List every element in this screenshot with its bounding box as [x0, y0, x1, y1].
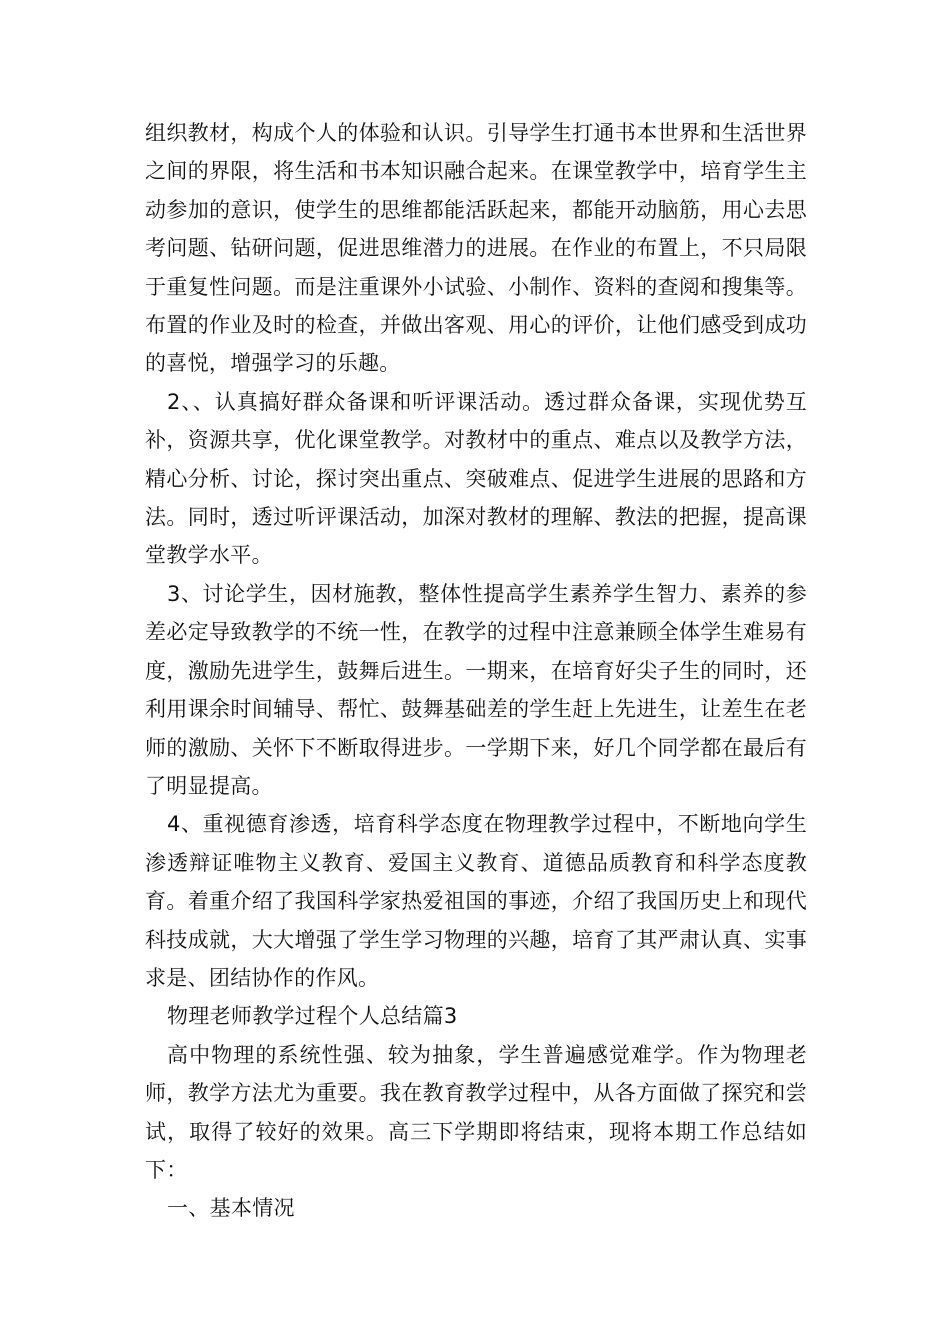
paragraph-item-4: 4、重视德育渗透，培育科学态度在物理教学过程中，不断地向学生渗透辩证唯物主义教育、爱国主义教育、道德品质教育和科学态度教育。着重介绍了我国科学家热爱祖国的事迹，介绍了我国历史上和现代科技成就，大大增强了学生学习物理的兴趣，培育了其严肃认真、实事求是、团结协作的作风。: [145, 812, 807, 990]
paragraph-item-2: 2、、认真搞好群众备课和听评课活动。透过群众备课，实现优势互补，资源共享，优化课堂教学。对教材中的重点、难点以及教学方法，精心分析、讨论，探讨突出重点、突破难点、促进学生进展的思路和方法。同时，透过听评课活动，加深对教材的理解、教法的把握，提高课堂教学水平。: [145, 389, 807, 568]
paragraph-intro: 高中物理的系统性强、较为抽象，学生普遍感觉难学。作为物理老师，教学方法尤为重要。我在教育教学过程中，从各方面做了探究和尝试，取得了较好的效果。高三下学期即将结束，现将本期工作总结如下：: [145, 1042, 807, 1182]
document-body: [145, 114, 807, 1228]
paragraph-continuation: 组织教材，构成个人的体验和认识。引导学生打通书本世界和生活世界之间的界限，将生活和书本知识融合起来。在课堂教学中，培育学生主动参加的意识，使学生的思维都能活跃起来，都能开动脑筋，用心去思考问题、钻研问题，促进思维潜力的进展。在作业的布置上，不只局限于重复性问题。而是注重课外小试验、小制作、资料的查阅和搜集等。布置的作业及时的检查，并做出客观、用心的评价，让他们感受到成功的喜悦，增强学习的乐趣。: [145, 121, 807, 376]
section-title: 物理老师教学过程个人总结篇3: [167, 1004, 458, 1029]
subsection-heading: 一、基本情况: [167, 1196, 295, 1221]
paragraph-item-3: 3、讨论学生，因材施教，整体性提高学生素养学生智力、素养的参差必定导致教学的不统一性，在教学的过程中注意兼顾全体学生难易有度，激励先进学生，鼓舞后进生。一期来，在培育好尖子生的同时，还利用课余时间辅导、帮忙、鼓舞基础差的学生赶上先进生，让差生在老师的激励、关怀下不断取得进步。一学期下来，好几个同学都在最后有了明显提高。: [145, 581, 807, 798]
